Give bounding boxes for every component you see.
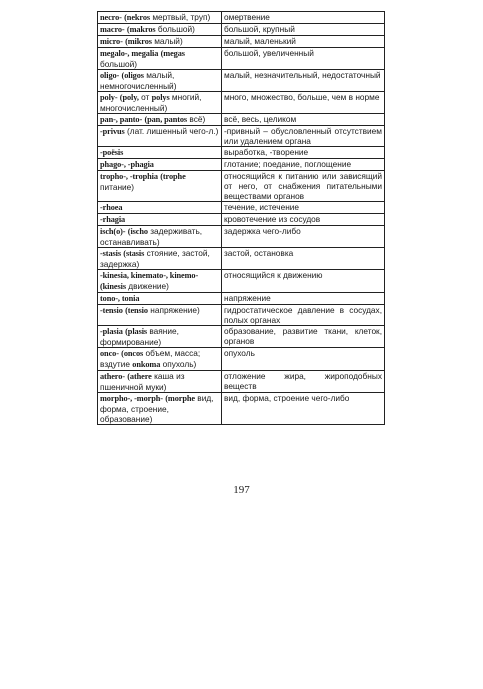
definition-cell: большой, крупный (222, 24, 385, 36)
term-text: oligo- (100, 71, 120, 80)
term-text: tropho-, -trophia (100, 172, 158, 181)
term-origin: (athere (127, 372, 152, 381)
term-gloss: ваяние, формирование) (100, 326, 179, 347)
term-text: -tensio (100, 306, 123, 315)
term-gloss: вид, форма, строение, образование) (100, 393, 214, 424)
term-gloss: каша из пшеничной муки) (100, 371, 185, 392)
term-origin: (pan, pantos (144, 115, 188, 124)
term-cell (98, 48, 222, 70)
table-row (98, 12, 385, 24)
term-gloss: движение) (128, 281, 169, 291)
term-origin: (plasis (125, 327, 148, 336)
term-origin: (trophe (160, 172, 186, 181)
definition-cell: много, множество, больше, чем в норме (222, 92, 385, 114)
definition-cell: относящийся к питанию или зависящий от него, от снабжения питательными веществами органов (222, 171, 385, 202)
definition-cell: кровотечение из сосудов (222, 214, 385, 226)
term-cell (98, 24, 222, 36)
term-cell (98, 371, 222, 393)
term-text: isch(o)- (100, 227, 126, 236)
table-row (98, 214, 385, 226)
table-row (98, 48, 385, 70)
term-text: poly- (100, 93, 118, 102)
table-row (98, 326, 385, 348)
definition-cell: глотание; поедание, поглощение (222, 159, 385, 171)
term-origin: (oligos (121, 71, 144, 80)
term-gloss: большой) (100, 59, 138, 69)
term-cell (98, 171, 222, 202)
definition-cell: напряжение (222, 293, 385, 305)
term-gloss: стояние, застой, задержка) (100, 248, 210, 269)
term-cell (98, 393, 222, 425)
term-cell (98, 293, 222, 305)
term-text: -privus (100, 127, 125, 136)
term-cell (98, 214, 222, 226)
term-cell (98, 147, 222, 159)
term-origin: (mikros (125, 37, 152, 46)
table-row (98, 348, 385, 371)
term-origin: (kinesis (100, 282, 126, 291)
term-gloss: от (141, 92, 150, 102)
page-number: 197 (233, 484, 250, 496)
term-cell (98, 126, 222, 147)
table-row (98, 171, 385, 202)
definition-cell: задержка чего-либо (222, 226, 385, 248)
definition-cell: выработка, -творение (222, 147, 385, 159)
term-text: -rhagia (100, 215, 126, 224)
term-gloss: (лат. лишенный чего-л.) (126, 126, 219, 136)
term-cell (98, 305, 222, 326)
term-cell (98, 36, 222, 48)
definition-cell: большой, увеличенный (222, 48, 385, 70)
term-cell (98, 159, 222, 171)
term-origin: (oncos (121, 349, 144, 358)
term-text: athero- (100, 372, 125, 381)
definition-cell: отложение жира, жироподобных веществ (222, 371, 385, 393)
table-row (98, 248, 385, 270)
term-origin: (stasis (123, 249, 145, 258)
table-row (98, 226, 385, 248)
term-cell (98, 202, 222, 214)
table-row (98, 393, 385, 425)
term-gloss: задерживать, останавливать) (100, 226, 203, 247)
term-cell (98, 70, 222, 92)
term-text: micro- (100, 37, 123, 46)
definition-cell: опухоль (222, 348, 385, 371)
term-text: necro- (100, 13, 122, 22)
term-cell (98, 92, 222, 114)
term-text: -poёsis (100, 148, 124, 157)
term-cell (98, 270, 222, 293)
term-text: onco- (100, 349, 119, 358)
term-text: -kinesia, kinemato-, kinemo- (100, 271, 199, 280)
table-row (98, 270, 385, 293)
term-origin: (tensio (125, 306, 148, 315)
definition-cell: гидростатическое давление в сосудах, полых органах (222, 305, 385, 326)
definition-cell: застой, остановка (222, 248, 385, 270)
term-gloss: напряжение) (150, 305, 200, 315)
term-cell (98, 326, 222, 348)
definition-cell: омертвение (222, 12, 385, 24)
term-gloss: объем, масса; вздутие (100, 348, 201, 369)
term-text: phago-, -phagia (100, 160, 154, 169)
term-origin-2: polys (151, 93, 170, 102)
term-cell (98, 114, 222, 126)
term-text: megalo-, megalia (100, 49, 159, 58)
term-gloss-2: многий, многочисленный) (100, 92, 202, 113)
definition-cell: малый, маленький (222, 36, 385, 48)
definition-cell: всё, весь, целиком (222, 114, 385, 126)
definition-cell: относящийся к движению (222, 270, 385, 293)
table-row (98, 147, 385, 159)
table-row (98, 70, 385, 92)
term-text: tono-, tonia (100, 294, 140, 303)
table-row (98, 371, 385, 393)
table-row (98, 202, 385, 214)
term-origin-2: onkoma (132, 360, 161, 369)
term-gloss: мертвый, труп) (152, 12, 211, 22)
term-origin: (nekros (124, 13, 151, 22)
term-text: macro- (100, 25, 125, 34)
table-row (98, 305, 385, 326)
definition-cell: -привный – обусловленный отсутствием или удалением органа (222, 126, 385, 147)
term-text: -stasis (100, 249, 121, 258)
term-gloss: малый) (154, 36, 183, 46)
table-row (98, 24, 385, 36)
term-gloss: большой) (157, 24, 195, 34)
term-gloss: питание) (100, 182, 135, 192)
table-row (98, 92, 385, 114)
definition-cell: малый, незначительный, недостаточный (222, 70, 385, 92)
term-text: morpho-, -morph- (100, 394, 163, 403)
table-row (98, 293, 385, 305)
term-origin: (poly, (119, 93, 139, 102)
term-gloss: малый, немногочисленный) (100, 70, 177, 91)
table-row (98, 36, 385, 48)
term-gloss: всё) (189, 114, 206, 124)
definition-cell: течение, истечение (222, 202, 385, 214)
glossary-body (98, 12, 385, 425)
term-origin: (ischo (127, 227, 148, 236)
term-text: pan-, panto- (100, 115, 143, 124)
term-gloss-2: опухоль) (162, 359, 197, 369)
table-row (98, 114, 385, 126)
table-row (98, 159, 385, 171)
term-cell (98, 12, 222, 24)
term-text: -plasia (100, 327, 123, 336)
definition-cell: вид, форма, строение чего-либо (222, 393, 385, 425)
term-origin: (morphe (165, 394, 195, 403)
term-origin: (makros (126, 25, 156, 34)
term-cell (98, 226, 222, 248)
term-cell (98, 248, 222, 270)
definition-cell: образование, развитие ткани, клеток, органов (222, 326, 385, 348)
glossary-table (97, 11, 385, 425)
term-text: -rhoea (100, 203, 123, 212)
term-origin: (megas (160, 49, 185, 58)
term-cell (98, 348, 222, 371)
table-row (98, 126, 385, 147)
